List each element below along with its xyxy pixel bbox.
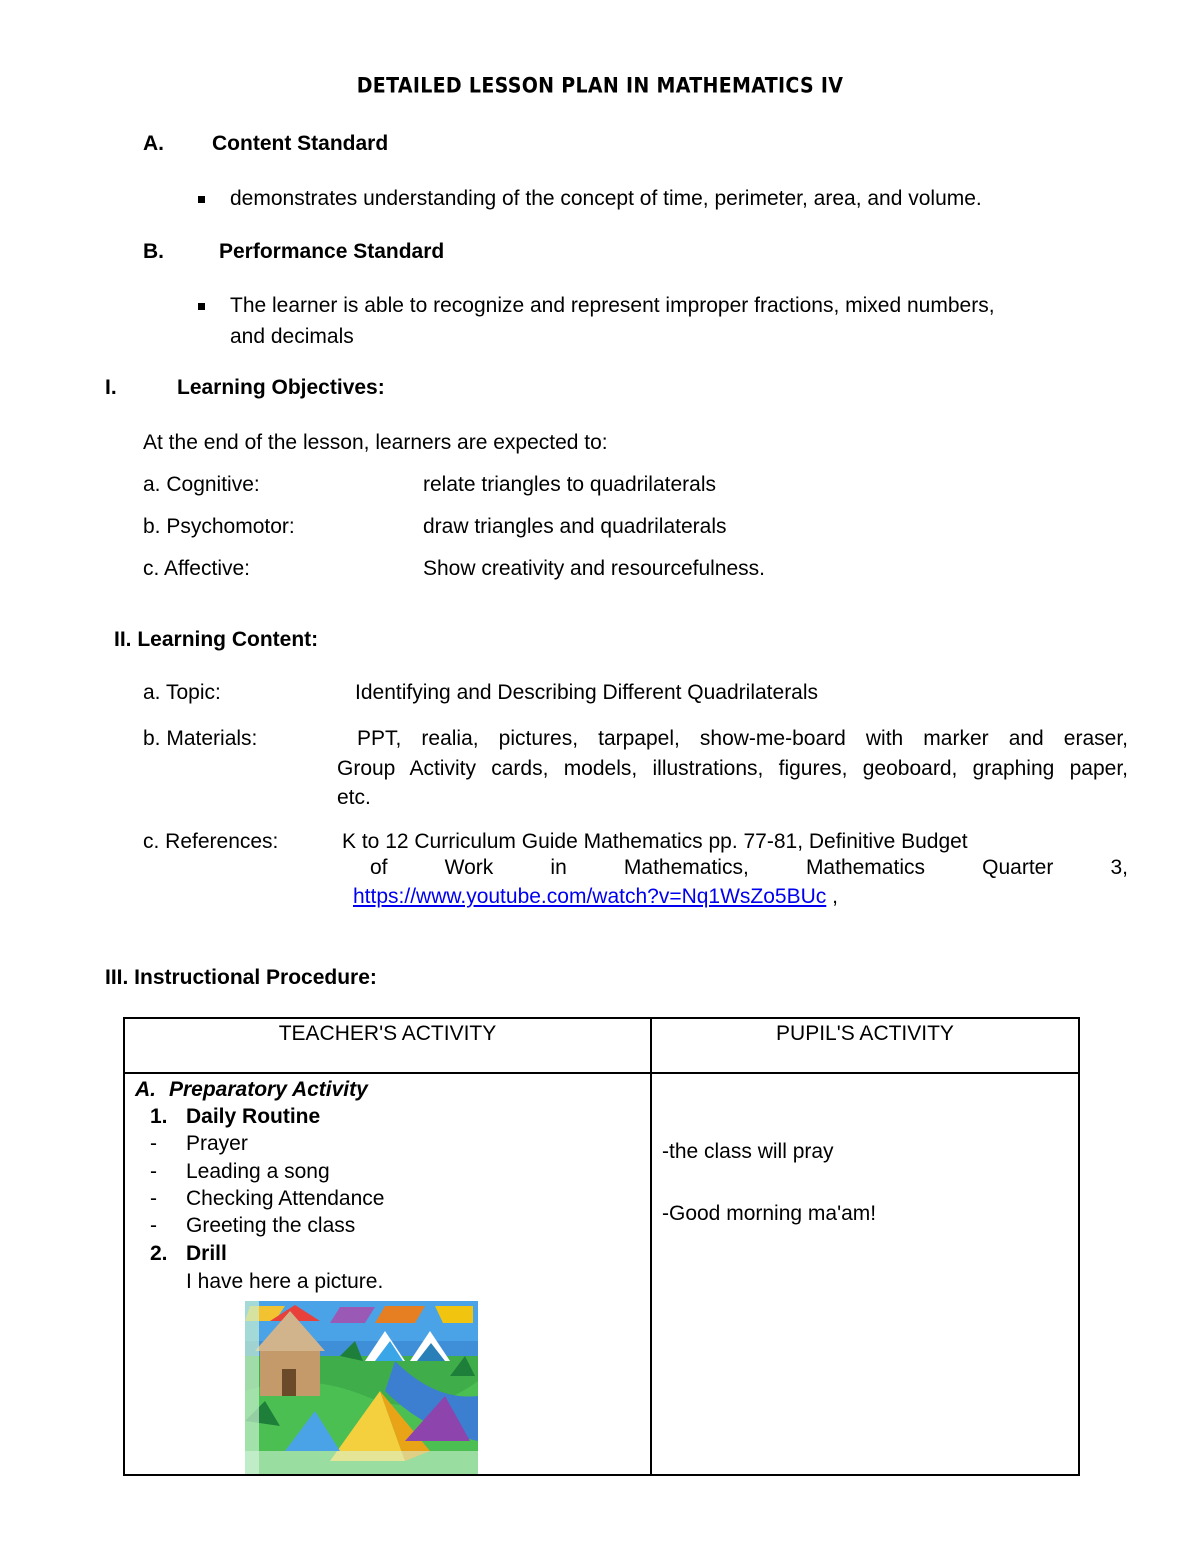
shapes-picture bbox=[245, 1301, 478, 1474]
section-b-letter: B. bbox=[143, 240, 164, 263]
section-iii-heading: III. Instructional Procedure: bbox=[105, 966, 377, 989]
materials-line1: PPT, realia, pictures, tarpapel, show-me-board with marker and eraser, bbox=[357, 727, 1128, 750]
header-pupil-activity: PUPIL'S ACTIVITY bbox=[651, 1018, 1079, 1073]
document-title: DETAILED LESSON PLAN IN MATHEMATICS IV bbox=[356, 73, 844, 99]
table-row bbox=[124, 1073, 1079, 1475]
materials-line2: Group Activity cards, models, illustrations, figures, geoboard, graphing paper, bbox=[337, 757, 1128, 780]
shapes-picture-illustration bbox=[245, 1301, 478, 1474]
teacher-activity-cell bbox=[124, 1073, 651, 1475]
references-line2: of Work in Mathematics, Mathematics Quarter 3, bbox=[370, 856, 1128, 879]
performance-standard-line2: and decimals bbox=[230, 325, 354, 348]
topic-value: Identifying and Describing Different Quadrilaterals bbox=[355, 681, 819, 704]
objective-value: relate triangles to quadrilaterals bbox=[423, 473, 716, 496]
procedure-table bbox=[123, 1017, 1080, 1476]
section-i-heading: Learning Objectives: bbox=[177, 376, 385, 399]
dash: - bbox=[150, 1132, 157, 1155]
dash: - bbox=[150, 1214, 157, 1237]
objective-value: Show creativity and resourcefulness. bbox=[423, 557, 765, 580]
pupil-response: -Good morning ma'am! bbox=[662, 1202, 877, 1225]
objective-label: a. Cognitive: bbox=[143, 473, 260, 496]
topic-label: a. Topic: bbox=[143, 681, 221, 704]
routine-item: Leading a song bbox=[186, 1160, 330, 1183]
bullet-icon bbox=[198, 303, 205, 310]
section-a-heading: Content Standard bbox=[212, 132, 389, 155]
item2-title: Drill bbox=[186, 1242, 227, 1265]
dash: - bbox=[150, 1187, 157, 1210]
pupil-activity-cell bbox=[651, 1073, 1079, 1475]
item2-number: 2. bbox=[150, 1242, 168, 1265]
content-standard-text: demonstrates understanding of the concept of time, perimeter, area, and volume. bbox=[230, 187, 982, 210]
routine-item: Prayer bbox=[186, 1132, 248, 1155]
references-trailing-comma: , bbox=[826, 885, 838, 908]
references-label: c. References: bbox=[143, 830, 279, 853]
performance-standard-line1: The learner is able to recognize and represent improper fractions, mixed numbers, bbox=[230, 294, 995, 317]
references-line1: K to 12 Curriculum Guide Mathematics pp. 77-81, Definitive Budget bbox=[342, 830, 968, 853]
section-i-numeral: I. bbox=[105, 376, 117, 399]
objectives-intro: At the end of the lesson, learners are expected to: bbox=[143, 431, 608, 454]
objective-value: draw triangles and quadrilaterals bbox=[423, 515, 727, 538]
table-header-row bbox=[124, 1018, 1079, 1073]
bullet-icon bbox=[198, 196, 205, 203]
pupil-response: -the class will pray bbox=[662, 1140, 834, 1163]
section-b-heading: Performance Standard bbox=[219, 240, 445, 263]
youtube-reference-link[interactable]: https://www.youtube.com/watch?v=Nq1WsZo5BUc bbox=[353, 885, 827, 908]
dash: - bbox=[150, 1160, 157, 1183]
drill-text: I have here a picture. bbox=[186, 1270, 384, 1293]
item1-title: Daily Routine bbox=[186, 1105, 321, 1128]
item1-number: 1. bbox=[150, 1105, 168, 1128]
subsection-title: Preparatory Activity bbox=[169, 1078, 368, 1101]
objective-label: c. Affective: bbox=[143, 557, 250, 580]
materials-label: b. Materials: bbox=[143, 727, 258, 750]
routine-item: Greeting the class bbox=[186, 1214, 356, 1237]
subsection-letter: A. bbox=[135, 1078, 156, 1101]
objective-label: b. Psychomotor: bbox=[143, 515, 295, 538]
section-a-letter: A. bbox=[143, 132, 164, 155]
header-teacher-activity: TEACHER'S ACTIVITY bbox=[124, 1018, 651, 1073]
routine-item: Checking Attendance bbox=[186, 1187, 385, 1210]
materials-line3: etc. bbox=[337, 786, 371, 809]
section-ii-heading: II. Learning Content: bbox=[114, 628, 319, 651]
